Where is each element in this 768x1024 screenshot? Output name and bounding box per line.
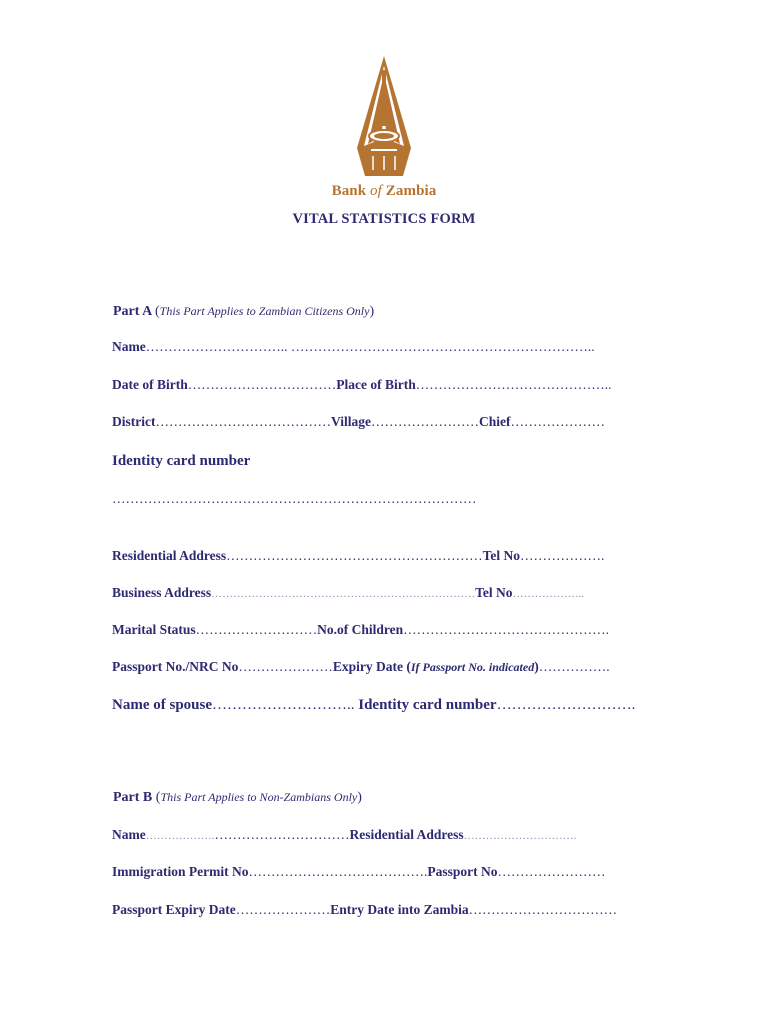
tel-no-blank[interactable]: ……………….	[520, 548, 605, 563]
spouse-id-blank[interactable]: ……………………….	[496, 697, 636, 713]
field-district[interactable]	[112, 413, 672, 431]
part-a-label: Part A	[113, 304, 152, 319]
spouse-id-label: Identity card number	[358, 697, 497, 713]
place-of-birth-blank[interactable]: ……………………………………..	[415, 377, 612, 392]
chief-label: Chief	[478, 414, 511, 429]
brand-of: of	[370, 183, 382, 199]
expiry-date-label: Expiry Date	[332, 659, 403, 674]
part-b-label: Part B	[113, 790, 153, 805]
bank-of-zambia-emblem-icon	[351, 52, 417, 182]
field-passport-nrc[interactable]: Passport No./NRC No…………………Expiry Date (If Passport No. indicated)…………….	[112, 659, 610, 674]
nz-passport-no-blank[interactable]: ……………………	[497, 864, 606, 879]
spouse-name-label: Name of spouse	[112, 697, 212, 713]
field-marital-status[interactable]	[112, 621, 672, 639]
nz-residential-address-label: Residential Address	[349, 827, 464, 842]
village-label: Village	[330, 414, 371, 429]
field-date-of-birth[interactable]	[112, 376, 672, 394]
marital-status-label: Marital Status	[112, 622, 196, 637]
residential-address-blank[interactable]: …………………………………………………	[226, 548, 483, 563]
name-blank[interactable]: ………………………….. …………………………………………………………..	[145, 339, 595, 354]
entry-date-label: Entry Date into Zambia	[330, 902, 469, 917]
expiry-date-blank[interactable]: …………….	[538, 659, 610, 674]
business-tel-no-label: Tel No	[475, 585, 513, 600]
nz-name-label: Name	[112, 827, 146, 842]
field-name[interactable]	[112, 338, 672, 356]
brand-suffix: Zambia	[385, 183, 437, 199]
no-of-children-blank[interactable]: ……………………………………….	[403, 622, 610, 637]
name-label: Name	[112, 339, 146, 354]
entry-date-blank[interactable]: ……………………………	[468, 902, 618, 917]
form-title: VITAL STATISTICS FORM	[292, 211, 476, 227]
business-tel-no-blank[interactable]: ………………..	[512, 588, 585, 600]
business-address-blank[interactable]: ………………………………………………………………	[211, 588, 476, 600]
village-blank[interactable]: ……………………	[370, 414, 479, 429]
field-immigration-permit[interactable]	[112, 863, 672, 881]
tel-no-label: Tel No	[482, 548, 521, 563]
field-passport-expiry[interactable]	[112, 901, 672, 919]
field-nonzambian-name[interactable]: Name……………….…………………………Residential Address………………………….	[112, 827, 577, 842]
place-of-birth-label: Place of Birth	[336, 377, 416, 392]
nz-passport-no-label: Passport No	[427, 864, 498, 879]
no-of-children-label: No.of Children	[317, 622, 404, 637]
part-b-note: This Part Applies to Non-Zambians Only	[160, 790, 358, 804]
marital-status-blank[interactable]: ………………………	[195, 622, 318, 637]
part-a-note: This Part Applies to Zambian Citizens Only	[159, 304, 370, 318]
field-residential-address[interactable]	[112, 547, 672, 565]
immigration-permit-label: Immigration Permit No	[112, 864, 249, 879]
passport-expiry-blank[interactable]: …………………	[235, 902, 331, 917]
expiry-date-note: If Passport No. indicated	[410, 660, 535, 674]
district-label: District	[112, 414, 156, 429]
chief-blank[interactable]: …………………	[510, 414, 605, 429]
part-a-header: Part A (This Part Applies to Zambian Citizens Only)	[113, 304, 375, 319]
brand-name	[0, 183, 768, 200]
field-business-address[interactable]	[112, 584, 672, 603]
district-blank[interactable]: …………………………………	[155, 414, 331, 429]
passport-expiry-label: Passport Expiry Date	[112, 902, 236, 917]
identity-card-label: Identity card number	[112, 453, 251, 469]
dob-label: Date of Birth	[112, 377, 188, 392]
identity-card-blank[interactable]: ………………………………………………………………………	[112, 491, 477, 506]
passport-nrc-blank[interactable]: …………………	[238, 659, 333, 674]
nz-name-blank[interactable]: …………………………	[214, 827, 350, 842]
nz-residential-address-blank[interactable]: ………………………….	[463, 830, 577, 842]
spouse-name-blank[interactable]: ………………………..	[212, 697, 359, 713]
residential-address-label: Residential Address	[112, 548, 227, 563]
business-address-label: Business Address	[112, 585, 212, 600]
field-spouse[interactable]	[112, 696, 672, 714]
immigration-permit-blank[interactable]: ………………………………….	[248, 864, 428, 879]
passport-nrc-label: Passport No./NRC No	[112, 659, 239, 674]
part-b-header: Part B (This Part Applies to Non-Zambians Only)	[113, 790, 362, 805]
dob-blank[interactable]: ……………………………	[187, 377, 337, 392]
bank-logo	[0, 52, 768, 200]
brand-prefix: Bank	[331, 183, 367, 199]
